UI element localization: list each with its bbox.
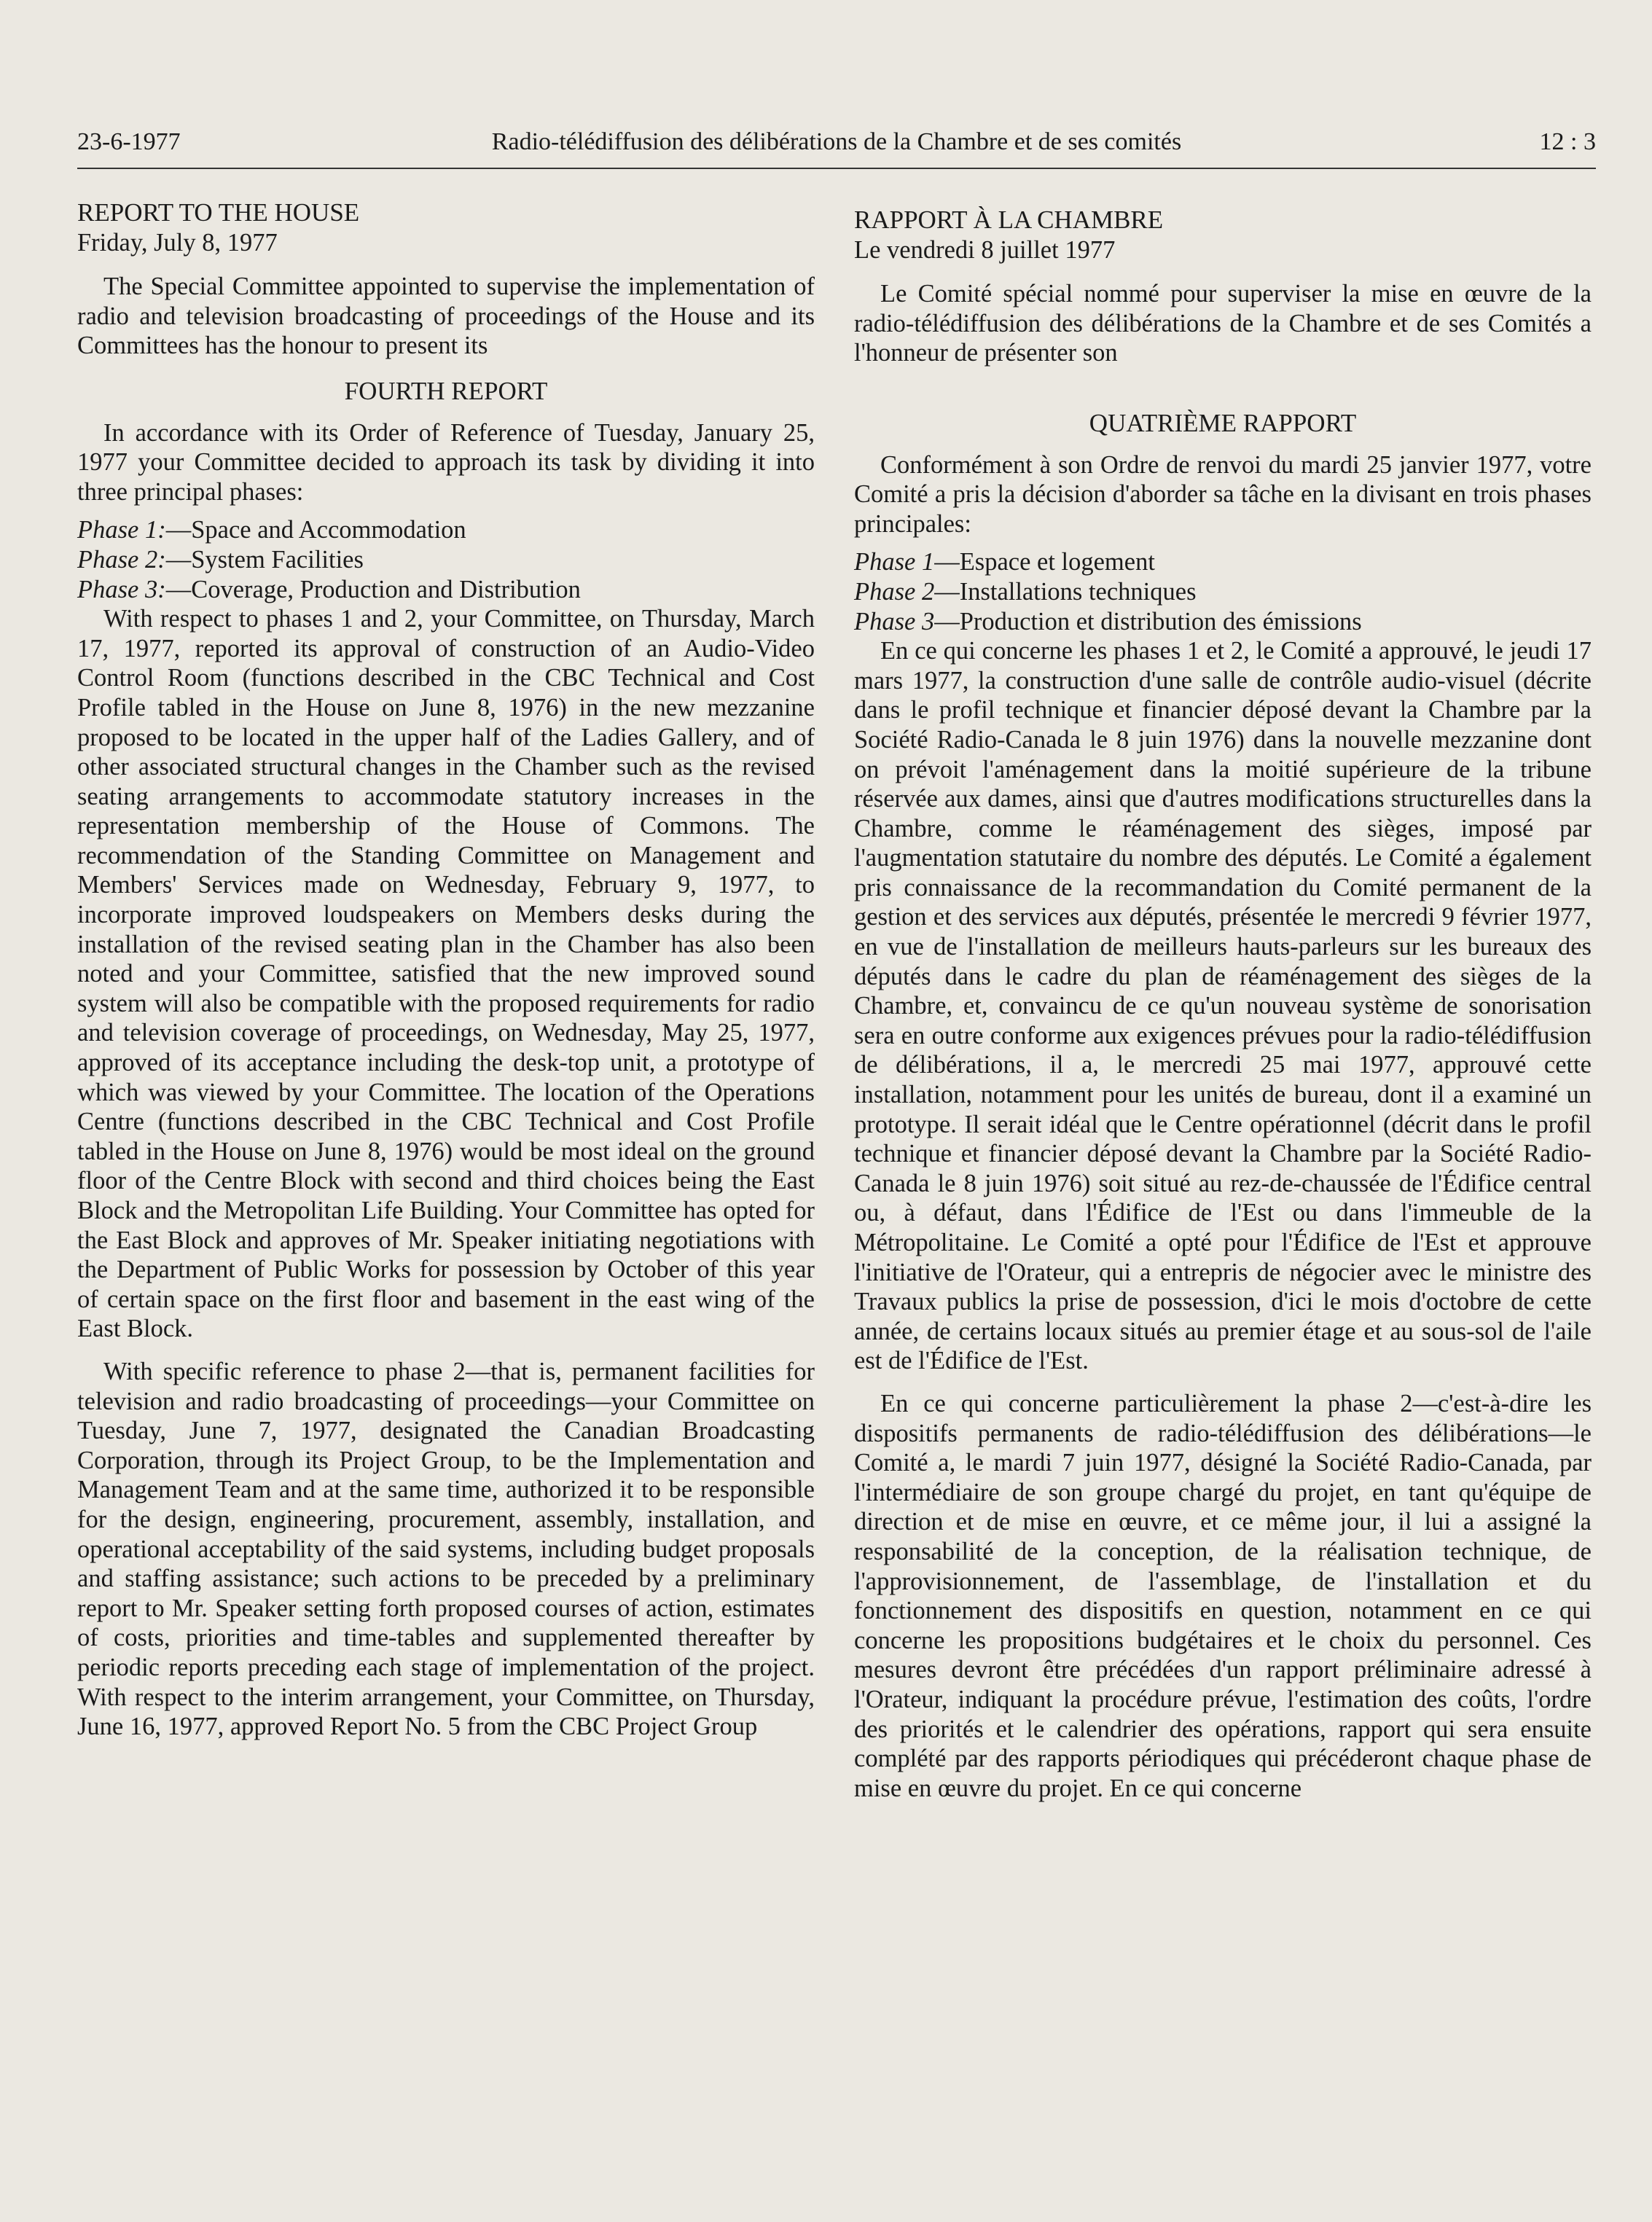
page-header: [77, 128, 1596, 169]
paragraph: With respect to phases 1 and 2, your Committee, on Thursday, March 17, 1977, reported its approval of construction of an Audio-Video Control Room (functions described in the CBC Technical and Cost Profile tabled in the House on June 8, 1976) in the new mezzanine proposed to be located in the upper half of the Ladies Gallery, and of other associated structural changes in the Chamber such as the revised seating arrangements to accommodate statutory increases in the representation membership of the House of Commons. The recommendation of the Standing Committee on Management and Members' Services made on Wednesday, February 9, 1977, to incorporate improved loudspeakers on Members desks during the installation of the revised seating plan in the Chamber has also been noted and your Committee, satisfied that the new improved sound system will also be compatible with the proposed requirements for radio and television coverage of proceedings, on Wednesday, May 25, 1977, approved of its acceptance including the desk-top unit, a prototype of which was viewed by your Committee. The location of the Operations Centre (functions described in the CBC Technical and Cost Profile tabled in the House on June 8, 1976) would be most ideal on the ground floor of the Centre Block with second and third choices being the East Block and the Metropolitan Life Building. Your Committee has opted for the East Block and approves of Mr. Speaker initiating negotiations with the Department of Public Works for possession by October of this year of certain space on the first floor and basement in the east wing of the East Block.: [77, 605, 815, 1343]
header-title: Radio-télédiffusion des délibérations de la Chambre et de ses comités: [491, 128, 1182, 155]
intro-paragraph: Le Comité spécial nommé pour superviser la mise en œuvre de la radio-télédiffusion des délibérations de la Chambre et de ses Comités a l'honneur de présenter son: [854, 280, 1592, 367]
phase-text: —Espace et logement: [934, 548, 1155, 576]
phase-item: [77, 515, 815, 545]
section-title: REPORT TO THE HOUSE: [77, 198, 360, 227]
phase-label: Phase 3:: [77, 575, 166, 603]
phase-item: [854, 577, 1592, 607]
french-column: [854, 206, 1592, 1803]
header-date: 23-6-1977: [77, 128, 181, 155]
header-page-number: 12 : 3: [1539, 128, 1596, 155]
phase-label: Phase 1: [854, 548, 935, 576]
paragraph: In accordance with its Order of Reference of Tuesday, January 25, 1977 your Committee decided to approach its task by dividing it into three principal phases:: [77, 418, 815, 506]
phase-text: —Production et distribution des émissions: [934, 607, 1362, 635]
section-title: RAPPORT À LA CHAMBRE: [854, 206, 1164, 234]
phase-label: Phase 2: [854, 577, 935, 606]
phase-text: —Space and Accommodation: [165, 516, 466, 544]
intro-paragraph: The Special Committee appointed to supervise the implementation of radio and television broadcasting of proceedings of the House and its Committees has the honour to present its: [77, 273, 815, 360]
phase-text: —Installations techniques: [934, 577, 1197, 606]
paragraph: En ce qui concerne les phases 1 et 2, le Comité a approuvé, le jeudi 17 mars 1977, la construction d'une salle de contrôle audio-visuel (décrite dans le profil technique et financier déposé devant la Chambre par la Société Radio-Canada le 8 juin 1976) dans la nouvelle mezzanine dont on prévoit l'aménagement dans la moitié supérieure de la tribune réservée aux dames, ainsi que d'autres modifications structurelles dans la Chambre, comme le réaménagement des sièges, imposé par l'augmentation statutaire du nombre des députés. Le Comité a également pris connaissance de la recommandation du Comité permanent de la gestion et des services aux députés, présentée le mercredi 9 février 1977, en vue de l'installation de meilleurs hauts-parleurs sur les bureaux des députés dans le cadre du plan de réaménagement des sièges de la Chambre, et, convaincu de ce qu'un nouveau système de sonorisation sera en outre conforme aux exigences prévues pour la radio-télédiffusion de délibérations, il a, le mercredi 25 mai 1977, approuvé cette installation, notamment pour les unités de bureau, dont il a examiné un prototype. Il serait idéal que le Centre opérationnel (décrit dans le profil technique et financier déposé devant la Chambre par la Société Radio-Canada le 8 juin 1976) soit situé au rez-de-chaussée de l'Édifice central ou, à défaut, dans l'Édifice de l'Est ou dans l'immeuble de la Métropolitaine. Le Comité a opté pour l'Édifice de l'Est et approuve l'initiative de l'Orateur, qui a entrepris de négocier avec le ministre des Travaux publics la prise de possession, d'ici le mois d'octobre de cette année, de certains locaux situés au premier étage et au sous-sol de l'aile est de l'Édifice de l'Est.: [854, 637, 1592, 1375]
phase-label: Phase 3: [854, 607, 935, 635]
english-column: [77, 198, 815, 1742]
phase-item: [77, 575, 815, 605]
report-date: Le vendredi 8 juillet 1977: [854, 235, 1116, 264]
paragraph: Conformément à son Ordre de renvoi du mardi 25 janvier 1977, votre Comité a pris la décision d'aborder sa tâche en la divisant en trois phases principales:: [854, 450, 1592, 538]
report-heading: FOURTH REPORT: [344, 376, 548, 405]
phase-label: Phase 2:: [77, 545, 166, 574]
paragraph: En ce qui concerne particulièrement la phase 2—c'est-à-dire les dispositifs permanents de radio-télédiffusion des délibérations—le Comité a, le mardi 7 juin 1977, désigné la Société Radio-Canada, par l'intermédiaire de son groupe chargé du projet, en tant qu'équipe de direction et de mise en œuvre, et ce même jour, il lui a assigné la responsabilité de la conception, de la réalisation technique, de l'approvisionnement, de l'assemblage, de l'installation et du fonctionnement des dispositifs en question, notamment en ce qui concerne les propositions budgétaires et le choix du personnel. Ces mesures devront être précédées d'un rapport préliminaire adressé à l'Orateur, indiquant la procédure prévue, l'estimation des coûts, l'ordre des priorités et le calendrier des opérations, rapport qui sera ensuite complété par des rapports périodiques qui précéderont chaque phase de mise en œuvre du projet. En ce qui concerne: [854, 1389, 1592, 1802]
paragraph: With specific reference to phase 2—that is, permanent facilities for television and radio broadcasting of proceedings—your Committee on Tuesday, June 7, 1977, designated the Canadian Broadcasting Corporation, through its Project Group, to be the Implementation and Management Team and at the same time, authorized it to be responsible for the design, engineering, procurement, assembly, installation, and operational acceptability of the said systems, including budget proposals and staffing assistance; such actions to be preceded by a preliminary report to Mr. Speaker setting forth proposed courses of action, estimates of costs, priorities and time-tables and supplemented thereafter by periodic reports preceding each stage of implementation of the project. With respect to the interim arrangement, your Committee, on Thursday, June 16, 1977, approved Report No. 5 from the CBC Project Group: [77, 1357, 815, 1741]
report-heading: QUATRIÈME RAPPORT: [1089, 408, 1357, 437]
phase-item: [854, 607, 1592, 637]
report-date: Friday, July 8, 1977: [77, 228, 278, 257]
phase-item: [854, 547, 1592, 577]
phase-label: Phase 1:: [77, 516, 166, 544]
phase-item: [77, 545, 815, 575]
phase-text: —Coverage, Production and Distribution: [165, 575, 581, 603]
phase-text: —System Facilities: [165, 545, 364, 574]
